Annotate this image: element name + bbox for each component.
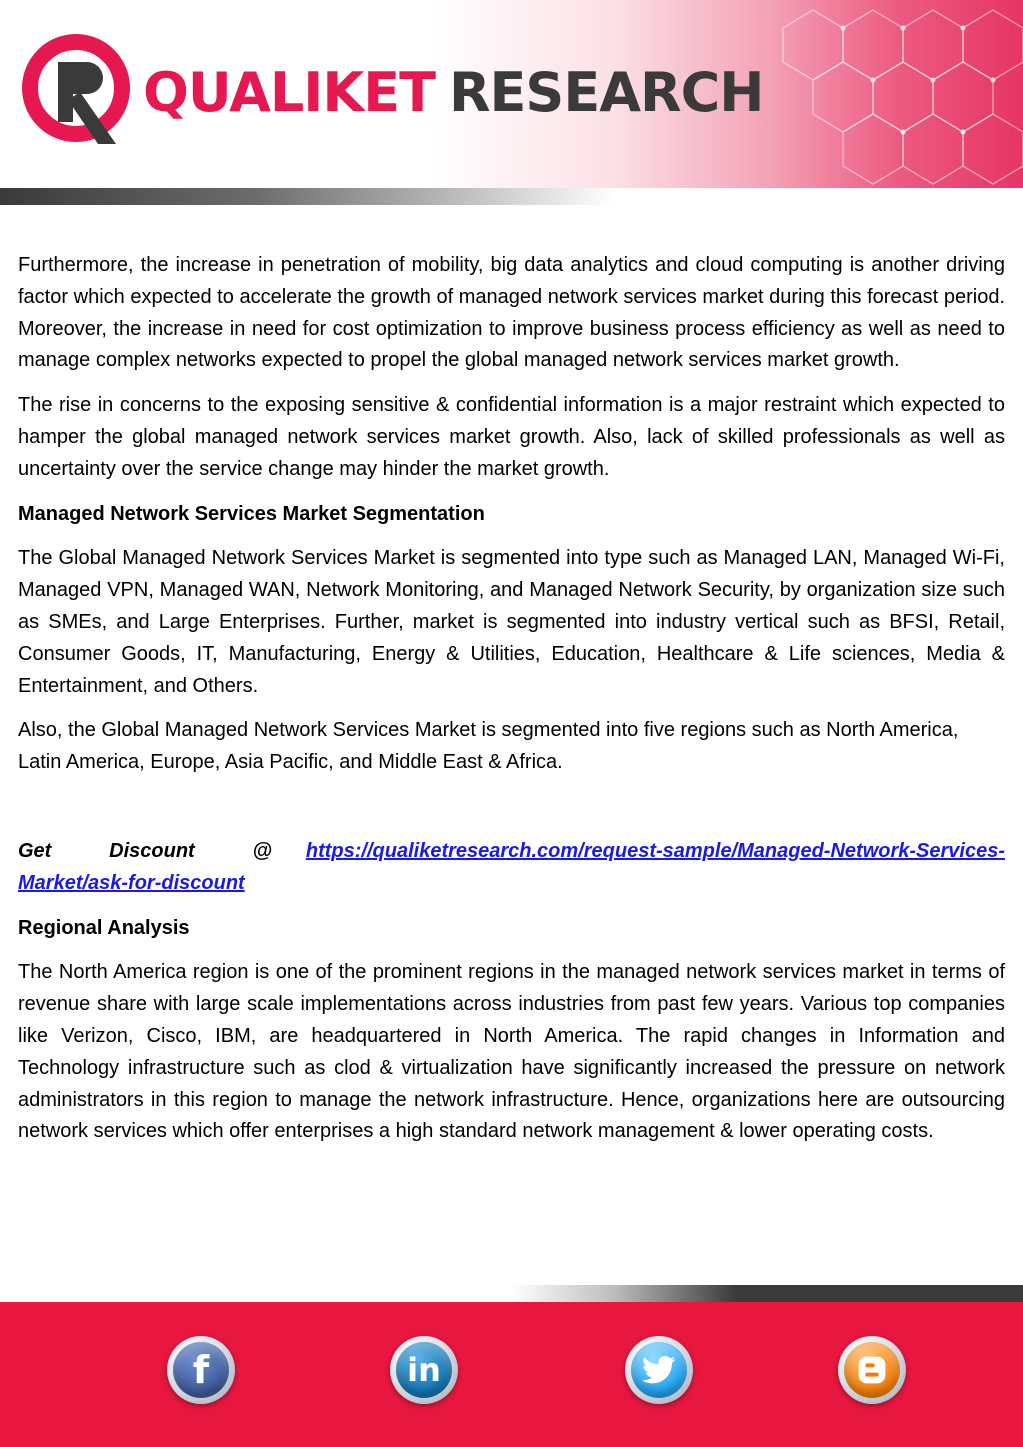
linkedin-button[interactable] xyxy=(390,1336,458,1404)
twitter-button[interactable] xyxy=(625,1336,693,1404)
article-body xyxy=(18,250,1005,1161)
facebook-button[interactable] xyxy=(167,1336,235,1404)
brand-wordmark xyxy=(143,58,763,128)
qualiket-logo-icon xyxy=(20,32,136,150)
header-banner xyxy=(0,0,1023,205)
blogger-button[interactable] xyxy=(838,1336,906,1404)
discount-label: Get Discount @ xyxy=(18,839,273,862)
paragraph-drivers: Furthermore, the increase in penetration of mobility, big data analytics and cloud computing is another driving factor which expected to accelerate the growth of managed network services market during this forecast period. Moreover, the increase in need for cost optimization to improve business process efficiency as well as need to manage complex networks expected to propel the global managed network services market growth. xyxy=(18,254,1005,372)
discount-line xyxy=(18,836,1005,900)
discount-link[interactable]: https://qualiketresearch.com/request-sample/Managed-Network-Services-Market/ask-for-discount xyxy=(18,839,1005,894)
brand-name-part1: QUALIKET xyxy=(143,61,435,124)
paragraph-regions: Also, the Global Managed Network Services Market is segmented into five regions such as North America, Latin America, Europe, Asia Pacific, and Middle East & Africa. xyxy=(18,719,959,774)
paragraph-segmentation: The Global Managed Network Services Market is segmented into type such as Managed LAN, Managed Wi-Fi, Managed VPN, Managed WAN, Network Monitoring, and Managed Network Security, by organization size such as SMEs, and Large Enterprises. Further, market is segmented into industry vertical such as BFSI, Retail, Consumer Goods, IT, Manufacturing, Energy & Utilities, Education, Healthcare & Life sciences, Media & Entertainment, and Others. xyxy=(18,547,1005,697)
twitter-icon xyxy=(631,1342,687,1398)
heading-regional-analysis: Regional Analysis xyxy=(18,916,190,939)
paragraph-restraints: The rise in concerns to the exposing sensitive & confidential information is a major restraint which expected to hamper the global managed network services market growth. Also, lack of skilled professionals as well as uncertainty over the service change may hinder the market growth. xyxy=(18,394,1005,480)
footer-divider-bar xyxy=(0,1285,1023,1302)
header-divider-bar xyxy=(0,188,1023,205)
linkedin-icon: in xyxy=(396,1342,452,1398)
paragraph-regional-analysis: The North America region is one of the prominent regions in the managed network services market in terms of revenue share with large scale implementations across industries from past few years. Various top companies like Verizon, Cisco, IBM, are headquartered in North America. The rapid changes in Information and Technology infrastructure such as clod & virtualization have significantly increased the pressure on network administrators in this region to manage the network infrastructure. Hence, organizations here are outsourcing network services which offer enterprises a high standard network management & lower operating costs. xyxy=(18,961,1005,1143)
facebook-icon: f xyxy=(173,1342,229,1398)
heading-segmentation: Managed Network Services Market Segmentation xyxy=(18,502,485,525)
blogger-icon xyxy=(844,1342,900,1398)
brand-name-part2: RESEARCH xyxy=(448,61,764,124)
spacer xyxy=(18,792,1005,836)
